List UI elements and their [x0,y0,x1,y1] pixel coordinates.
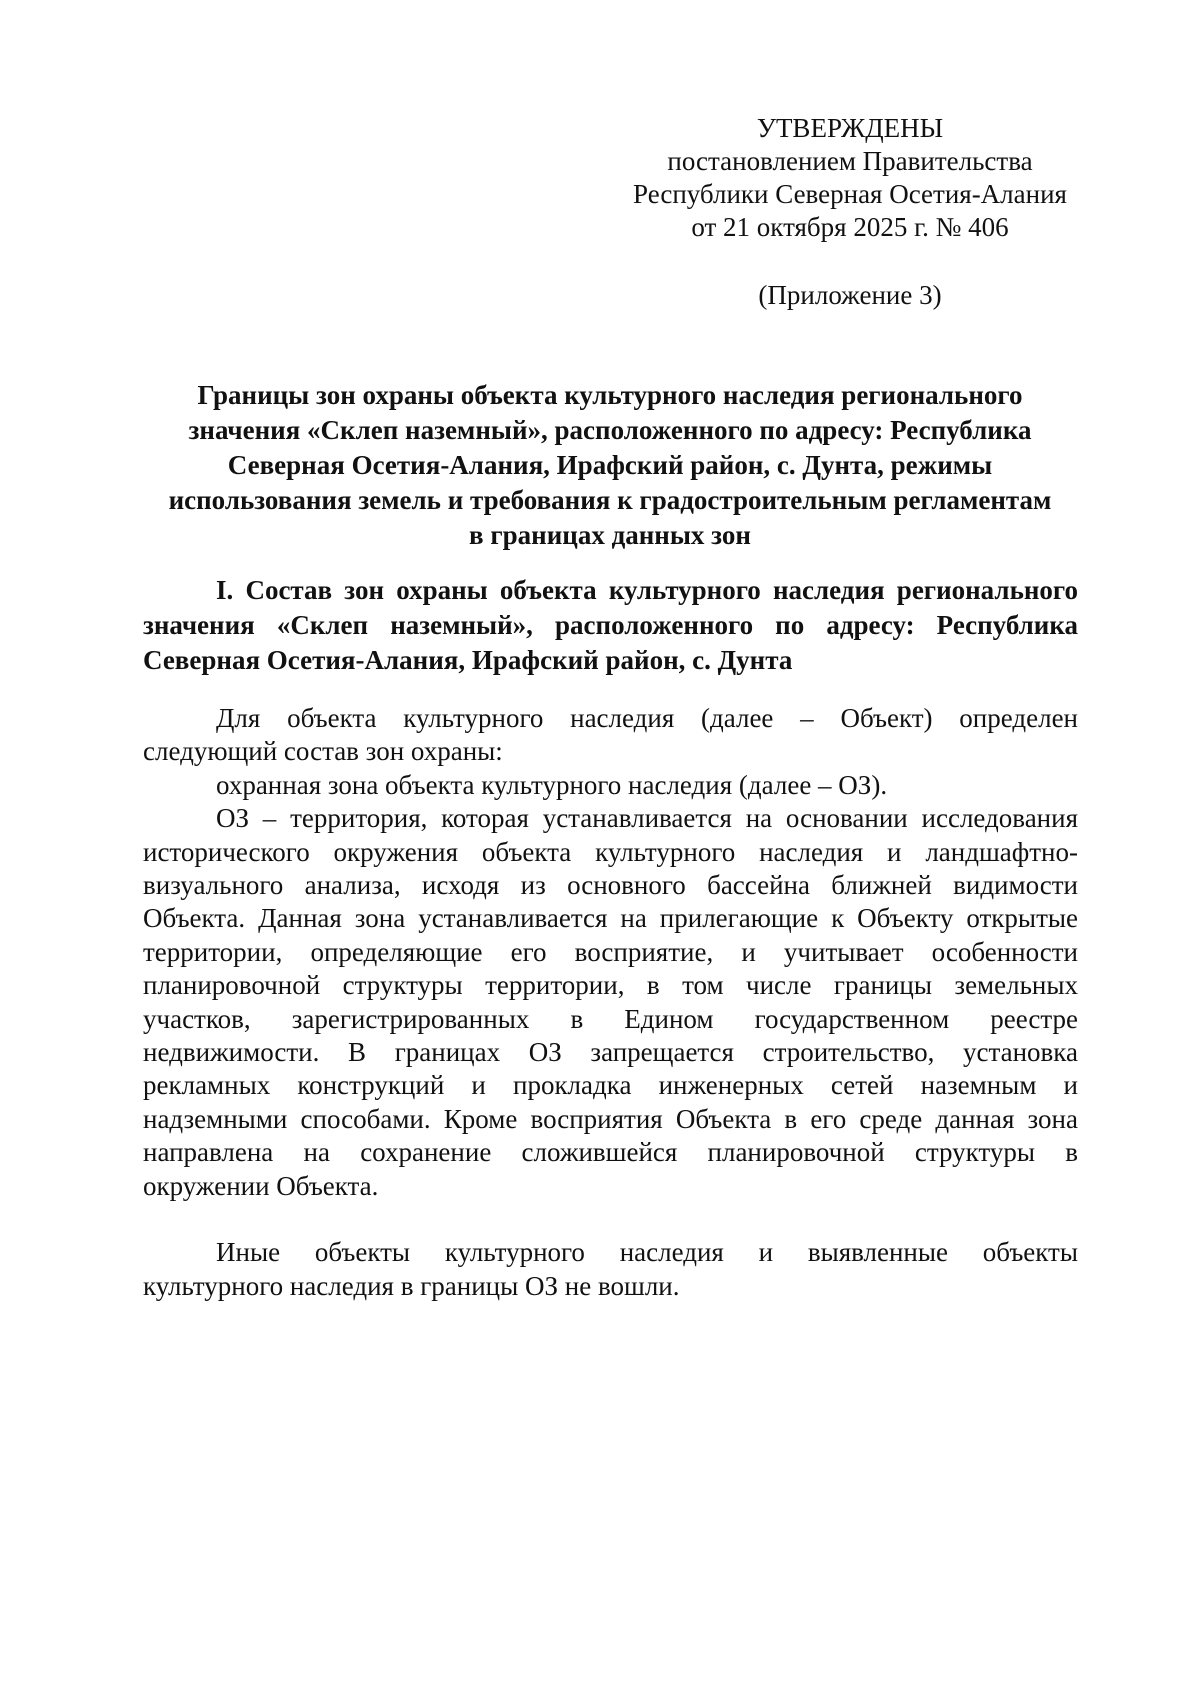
section-heading-line: Северная Осетия-Алания, Ирафский район, с. Дунта [143,645,793,675]
paragraph-line: визуального анализа, исходя из основного бассейна ближней видимости [143,870,1078,901]
paragraph-line: недвижимости. В границах ОЗ запрещается строительство, установка [143,1037,1078,1068]
approval-title: УТВЕРЖДЕНЫ [756,113,944,143]
section-heading [143,573,1078,678]
paragraph-line: Для объекта культурного наследия (далее – Объект) определен [216,703,1078,733]
document-title-line: Северная Осетия-Алания, Ирафский район, с. Дунта, режимы [227,450,993,480]
paragraph-line: культурного наследия в границы ОЗ не вошли. [143,1270,680,1301]
paragraph-line: рекламных конструкций и прокладка инженерных сетей наземным и [143,1070,1078,1101]
paragraph-line: исторического окружения объекта культурного наследия и ландшафтно- [143,836,1078,867]
document-title-line: в границах данных зон [469,520,751,550]
approval-line: Республики Северная Осетия-Алания [633,179,1067,209]
document-title-line: использования земель и требования к градостроительным регламентам [168,485,1052,515]
document-title-line: Границы зон охраны объекта культурного наследия регионального [197,380,1023,410]
paragraph-line: ОЗ – территория, которая устанавливается на основании исследования [216,803,1078,834]
document-title [140,378,1080,553]
document-title-line: значения «Склеп наземный», расположенного по адресу: Республика [188,415,1032,445]
paragraph-line: Объекта. Данная зона устанавливается на прилегающие к Объекту открытые [143,903,1078,934]
paragraph-line: участков, зарегистрированных в Едином государственном реестре [143,1003,1078,1034]
approval-line: от 21 октября 2025 г. № 406 [691,212,1009,242]
paragraph-line: Иные объекты культурного наследия и выявленные объекты [216,1237,1078,1268]
paragraph-line: территории, определяющие его восприятие, и учитывает особенности [143,936,1078,967]
section-heading-line: I. Состав зон охраны объекта культурного наследия регионального [216,575,1078,605]
appendix-label: (Приложение 3) [758,280,942,310]
approval-stamp [620,112,1080,244]
section-heading-line: значения «Склеп наземный», расположенного по адресу: Республика [143,610,1078,640]
paragraph-gap [143,1203,1078,1236]
paragraph-line: направлена на сохранение сложившейся планировочной структуры в [143,1137,1078,1168]
approval-line: постановлением Правительства [667,146,1033,176]
paragraph-line: планировочной структуры территории, в том числе границы земельных [143,970,1078,1001]
paragraph-line: охранная зона объекта культурного наследия (далее – ОЗ). [216,769,888,800]
section-body [143,702,1078,1303]
paragraph-line: надземными способами. Кроме восприятия Объекта в его среде данная зона [143,1103,1078,1134]
paragraph-line: окружении Объекта. [143,1170,379,1201]
paragraph-line: следующий состав зон охраны: [143,736,503,767]
